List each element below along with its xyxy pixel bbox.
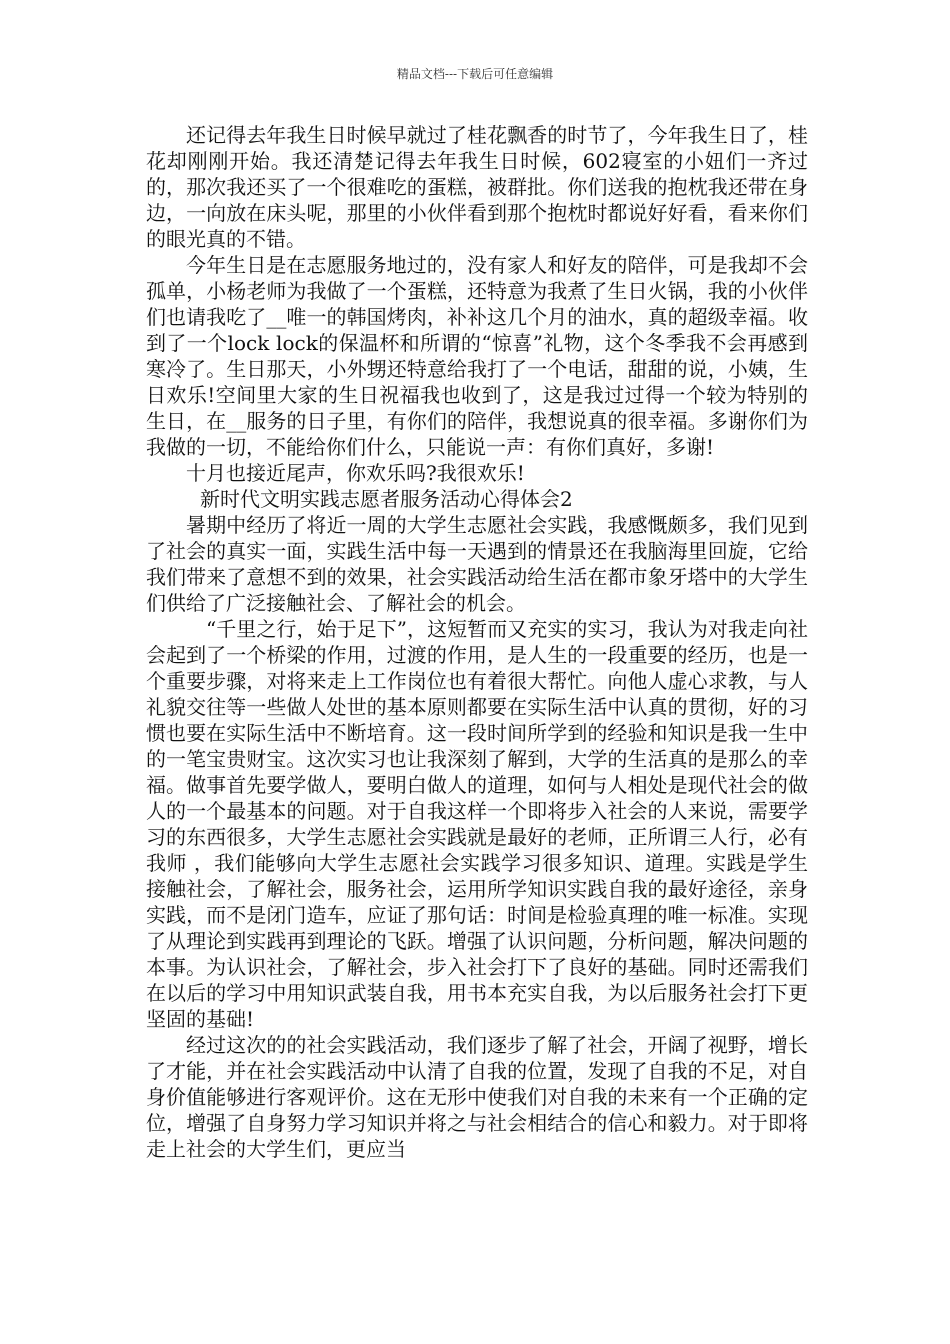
section-title: 新时代文明实践志愿者服务活动心得体会2 (200, 487, 573, 511)
page-header: 精品文档---下载后可任意编辑 (396, 67, 554, 81)
paragraph-october: 十月也接近尾声，你欢乐吗?我很欢乐! (186, 461, 525, 485)
paragraph-birthday-this-year: 今年生日是在志愿服务地过的，没有家人和好友的陪伴，可是我却不会孤单，小杨老师为我做了一个蛋糕，还特意为我煮了生日火锅，我的小伙伴们也请我吃了__唯一的韩国烤肉，补补这几个月的油水，真的超级幸福。收到了一个lock lock的保温杯和所谓的“惊喜”礼物，这个冬季我不会再感到寒冷了。生日那天，小外甥还特意给我打了一个电话，甜甜的说，小姨，生日欢乐!空间里大家的生日祝福我也收到了，这是我过过得一个较为特别的生日，在__服务的日子里，有你们的陪伴，我想说真的很幸福。多谢你们为我做的一切，不能给你们什么，只能说一声：有你们真好，多谢! (146, 253, 808, 459)
paragraph-journey-begins: “千里之行，始于足下”，这短暂而又充实的实习，我认为对我走向社会起到了一个桥梁的作用，过渡的作用，是人生的一段重要的经历，也是一个重要步骤，对将来走上工作岗位也有着很大帮忙。向他人虚心求教，与人礼貌交往等一些做人处世的基本原则都要在实际生活中认真的贯彻，好的习惯也要在实际生活中不断培育。这一段时间所学到的经验和知识是我一生中的一笔宝贵财宝。这次实习也让我深刻了解到，大学的生活真的是那么的幸福。做事首先要学做人，要明白做人的道理，如何与人相处是现代社会的做人的一个最基本的问题。对于自我这样一个即将步入社会的人来说，需要学习的东西很多，大学生志愿社会实践就是最好的老师，正所谓三人行，必有我师 ，我们能够向大学生志愿社会实践学习很多知识、道理。实践是学生接触社会，了解社会，服务社会，运用所学知识实践自我的最好途径，亲身实践，而不是闭门造车，应证了那句话：时间是检验真理的唯一标准。实现了从理论到实践再到理论的飞跃。增强了认识问题，分析问题，解决问题的本事。为认识社会，了解社会，步入社会打下了良好的基础。同时还需我们在以后的学习中用知识武装自我，用书本充实自我，为以后服务社会打下更坚固的基础! (146, 617, 808, 1031)
paragraph-summer-practice: 暑期中经历了将近一周的大学生志愿社会实践，我感慨颇多，我们见到了社会的真实一面，实践生活中每一天遇到的情景还在我脑海里回旋，它给我们带来了意想不到的效果，社会实践活动给生活在都市象牙塔中的大学生们供给了广泛接触社会、了解社会的机会。 (146, 513, 808, 615)
paragraph-birthday-last-year: 还记得去年我生日时候早就过了桂花飘香的时节了，今年我生日了，桂花却刚刚开始。我还清楚记得去年我生日时候，602寝室的小妞们一齐过的，那次我还买了一个很难吃的蛋糕，被群批。你们送我的抱枕我还带在身边，一向放在床头呢，那里的小伙伴看到那个抱枕时都说好好看，看来你们的眼光真的不错。 (146, 123, 808, 251)
paragraph-social-practice: 经过这次的的社会实践活动，我们逐步了解了社会，开阔了视野，增长了才能，并在社会实践活动中认清了自我的位置，发现了自我的不足，对自身价值能够进行客观评价。这在无形中使我们对自我的未来有一个正确的定位，增强了自身努力学习知识并将之与社会相结合的信心和毅力。对于即将走上社会的大学生们，更应当 (146, 1033, 808, 1161)
document-body (146, 122, 808, 1162)
